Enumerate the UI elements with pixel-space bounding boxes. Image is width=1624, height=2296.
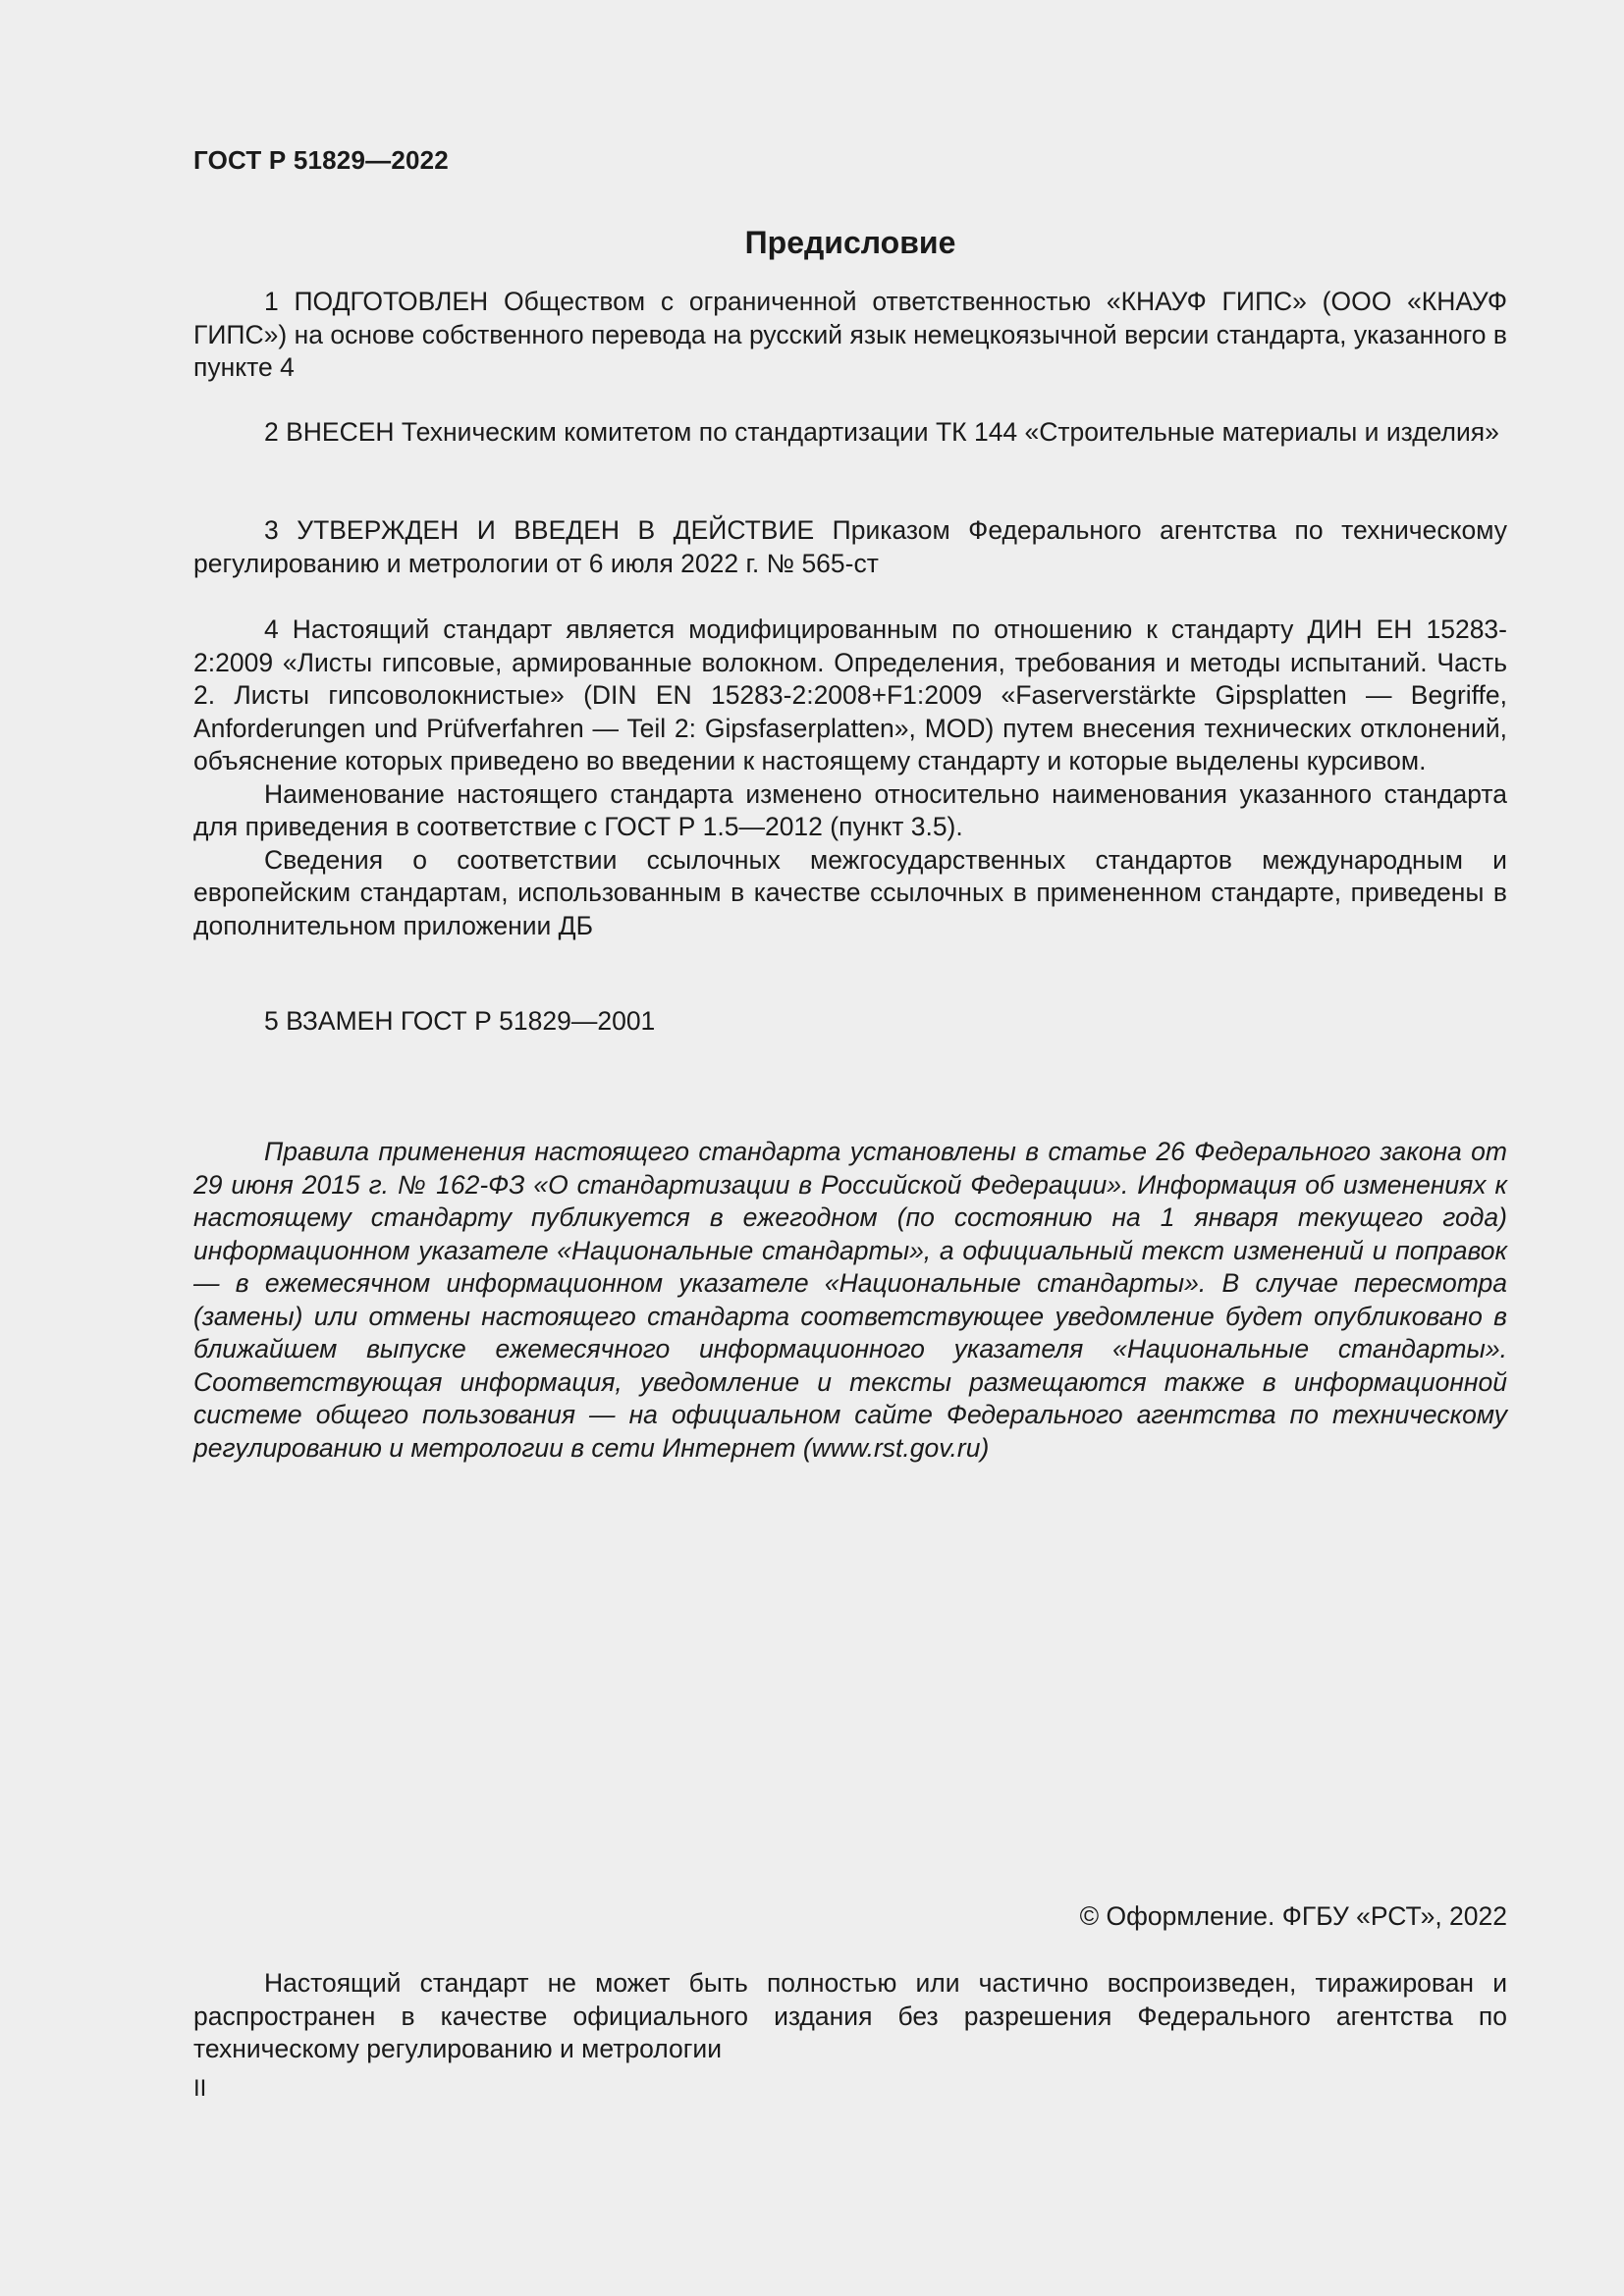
paragraph: 1 ПОДГОТОВЛЕН Обществом с ограниченной ответственностью «КНАУФ ГИПС» (ООО «КНАУФ ГИПС») на основе собственного перевода на русский язык немецкоязычной версии стандарта, указанного в пункте 4 [193,287,1507,382]
paragraph: 3 УТВЕРЖДЕН И ВВЕДЕН В ДЕЙСТВИЕ Приказом Федерального агентства по техническому регулированию и метрологии от 6 июля 2022 г. № 565-ст [193,515,1507,578]
foreword-item-4 [193,614,1507,942]
foreword-item-3 [193,514,1507,580]
page-title: Предисловие [744,225,956,260]
paragraph: Наименование настоящего стандарта изменено относительно наименования указанного стандарта для приведения в соответствие с ГОСТ Р 1.5—2012 (пункт 3.5). [193,778,1507,841]
foreword-item-1 [193,286,1507,385]
document-header: ГОСТ Р 51829—2022 [193,145,449,175]
paragraph: Правила применения настоящего стандарта установлены в статье 26 Федерального закона от 29 июня 2015 г. № 162-ФЗ «О стандартизации в Российской Федерации». Информация об изменениях к настоящему стандарту публикуется в ежегодном (по состоянию на 1 января текущего года) информационном указателе «Национальные стандарты», а официальный текст изменений и поправок — в ежемесячном информационном указателе «Национальные стандарты». В случае пересмотра (замены) или отмены настоящего стандарта соответствующее уведомление будет опубликовано в ближайшем выпуске ежемесячного информационного указателя «Национальные стандарты». Соответствующая информация, уведомление и тексты размещаются также в информационной системе общего пользования — на официальном сайте Федерального агентства по техническому регулированию и метрологии в сети Интернет (www.rst.gov.ru) [193,1137,1507,1463]
document-page [193,0,1507,2296]
foreword-item-2 [193,416,1507,450]
page-number: II [193,2075,207,2102]
paragraph: 5 ВЗАМЕН ГОСТ Р 51829—2001 [264,1006,656,1036]
rules-notice [193,1136,1507,1465]
reproduction-notice [193,1967,1507,2066]
foreword-item-5 [193,1005,1507,1039]
copyright-line: © Оформление. ФГБУ «РСТ», 2022 [1079,1901,1507,1931]
paragraph: Настоящий стандарт не может быть полностью или частично воспроизведен, тиражирован и распространен в качестве официального издания без разрешения Федерального агентства по техническому регулированию и метрологии [193,1968,1507,2063]
paragraph: 4 Настоящий стандарт является модифицированным по отношению к стандарту ДИН ЕН 15283-2:2009 «Листы гипсовые, армированные волокном. Определения, требования и методы испытаний. Часть 2. Листы гипсоволокнистые» (DIN EN 15283-2:2008+F1:2009 «Faserverstärkte Gipsplatten — Begriffe, Anforderungen und Prüfverfahren — Teil 2: Gipsfaserplatten», MOD) путем внесения технических отклонений, объяснение которых приведено во введении к настоящему стандарту и которые выделены курсивом. [193,614,1507,775]
paragraph: Сведения о соответствии ссылочных межгосударственных стандартов международным и европейским стандартам, использованным в качестве ссылочных в примененном стандарте, приведены в дополнительном приложении ДБ [193,844,1507,940]
paragraph: 2 ВНЕСЕН Техническим комитетом по стандартизации ТК 144 «Строительные материалы и изделия» [264,417,1499,447]
